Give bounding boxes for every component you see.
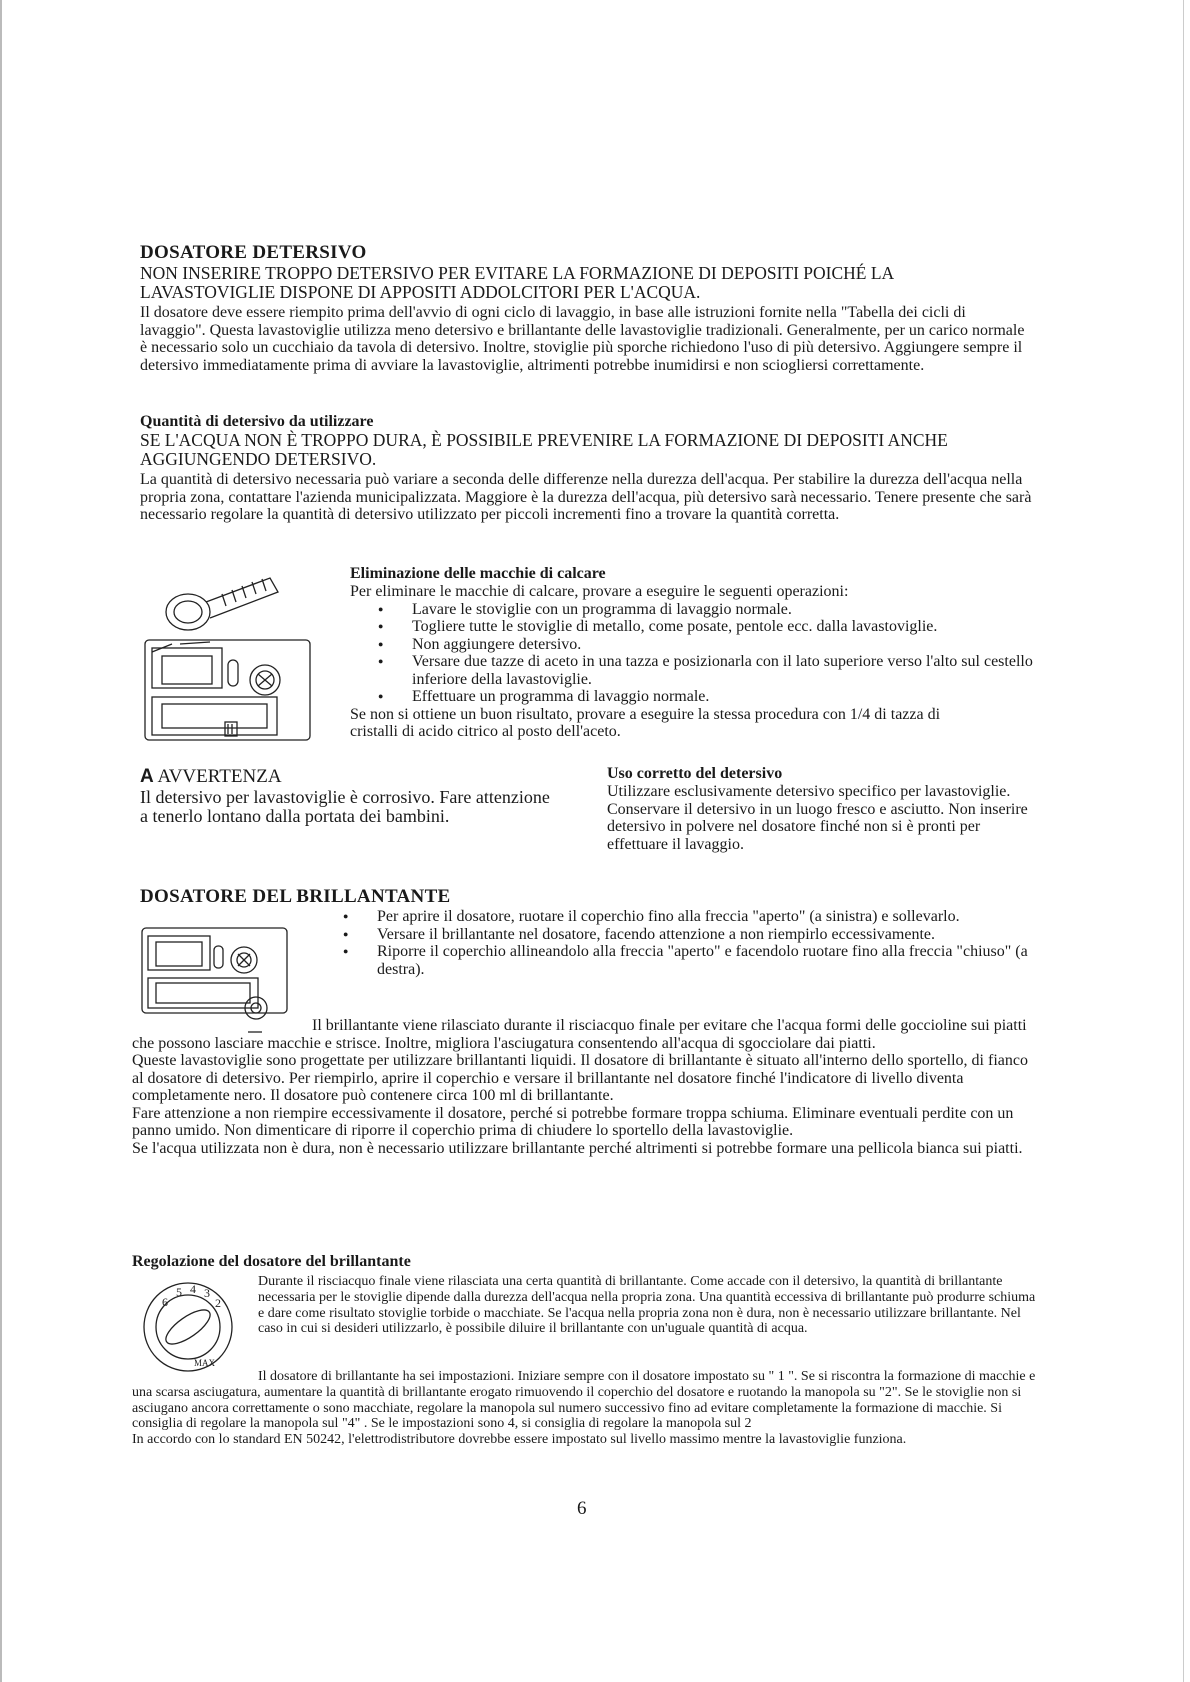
warning-box (140, 766, 560, 826)
paragraph: Il dosatore deve essere riempito prima dell'avvio di ogni ciclo di lavaggio, in base alle istruzioni fornite nella "Tabella dei cicli di lavaggio". Questa lavastoviglie utilizza meno detersivo e brillantante delle lavastoviglie tradizionali. Generalmente, per un carico normale è necessario solo un cucchiaio da tavola di detersivo. Inoltre, stoviglie più sporche richiedono l'uso di più detersivo. Aggiungere sempre il detersivo immediatamente prima di avviare la lavastoviglie, altrimenti potrebbe inumidirsi e non sciogliersi correttamente. (140, 304, 1025, 374)
section-title: DOSATORE DETERSIVO (140, 242, 367, 263)
caps-warning: NON INSERIRE TROPPO DETERSIVO PER EVITARE LA FORMAZIONE DI DEPOSITI POICHÉ LA LAVASTOVIGLIE DISPONE DI APPOSITI ADDOLCITORI PER L'ACQUA. (140, 263, 894, 302)
list-item: ● Riporre il coperchio allineandolo alla freccia "aperto" e facendolo ruotare fino alla freccia "chiuso" (a destra). (377, 943, 1050, 978)
dial-number: 5 (176, 1285, 182, 1299)
page-number: 6 (577, 1498, 587, 1519)
paragraph: Utilizzare esclusivamente detersivo specifico per lavastoviglie. Conservare il detersivo in un luogo fresco e asciutto. Non inserire detersivo in polvere nel dosatore finché non si è pronti per effettuare il lavaggio. (607, 783, 1028, 853)
rinse-list (345, 908, 1050, 978)
dial-illustration (138, 1276, 238, 1378)
subsection-title: Eliminazione delle macchie di calcare (350, 565, 606, 582)
caps-warning: SE L'ACQUA NON È TROPPO DURA, È POSSIBILE PREVENIRE LA FORMAZIONE DI DEPOSITI ANCHE AGGIUNGENDO DETERSIVO. (140, 430, 948, 469)
paragraph: In accordo con lo standard EN 50242, l'elettrodistributore dovrebbe essere impostato sul livello massimo mentre la lavastoviglie funziona. (132, 1432, 907, 1448)
regulation-settings (132, 1369, 1038, 1448)
dial-number: MAX (194, 1358, 216, 1368)
paragraph: Se non si ottiene un buon risultato, provare a eseguire la stessa procedura con 1/4 di tazza di cristalli di acido citrico al posto dell'aceto. (350, 705, 941, 740)
regulation-title (132, 1252, 832, 1271)
detergent-section (140, 242, 1035, 374)
correct-use-section (607, 764, 1037, 853)
paragraph: Queste lavastoviglie sono progettate per utilizzare brillantanti liquidi. Il dosatore di brillantante è situato all'interno dello sportello, di fianco al dosatore di detersivo. Per riempirlo, aprire il coperchio e versare il brillantante nel dosatore finché l'indicatore di livello diventa completamente nero. Il dosatore può contenere circa 100 ml di brillantante. (132, 1052, 1028, 1104)
regulation-body (258, 1274, 1038, 1337)
dial-number: 4 (190, 1282, 196, 1296)
paragraph: Se l'acqua utilizzata non è dura, non è necessario utilizzare brillantante perché altrimenti si potrebbe formare una pellicola bianca sui piatti. (132, 1139, 1023, 1157)
warning-icon: A (140, 766, 154, 787)
list-item: ● Versare il brillantante nel dosatore, facendo attenzione a non riempirlo eccessivamente. (377, 926, 977, 944)
dial-number: 3 (204, 1286, 210, 1300)
scan-edge (0, 0, 2, 1682)
limescale-section (350, 564, 1050, 741)
section-title: DOSATORE DEL BRILLANTANTE (140, 886, 451, 907)
rinse-section-title (140, 886, 740, 908)
list-item: ● Versare due tazze di aceto in una tazza e posizionarla con il lato superiore verso l'alto sul cestello inferiore della lavastoviglie. (412, 653, 1050, 688)
list-item: ● Lavare le stoviglie con un programma di lavaggio normale. (412, 601, 1050, 619)
limescale-list (350, 601, 1050, 706)
list-item: ● Togliere tutte le stoviglie di metallo, come posate, pentole ecc. dalla lavastoviglie. (412, 618, 952, 636)
subsection-title: Quantità di detersivo da utilizzare (140, 413, 374, 430)
dial-number: 6 (162, 1295, 168, 1309)
paragraph: La quantità di detersivo necessaria può variare a seconda delle differenze nella durezza dell'acqua. Per stabilire la durezza dell'acqua nella propria zona, contattare l'azienda municipalizzata. Maggiore è la durezza dell'acqua, più detersivo sarà necessario. Tenere presente che sarà necessario regolare la quantità di detersivo utilizzato per piccoli incrementi fino a trovare la quantità corretta. (140, 471, 1032, 523)
list-item: ● Effettuare un programma di lavaggio normale. (412, 688, 1050, 706)
subsection-title: Regolazione del dosatore del brillantante (132, 1253, 411, 1270)
list-item: ● Non aggiungere detersivo. (412, 636, 1050, 654)
rinse-body (132, 1017, 1037, 1157)
subsection-title: Uso corretto del detersivo (607, 765, 783, 782)
detergent-dispenser-illustration (140, 572, 330, 747)
paragraph: Il brillantante viene rilasciato durante il risciacquo finale per evitare che l'acqua formi delle goccioline sui piatti che possono lasciare macchie e strisce. Inoltre, migliora l'asciugatura consentendo all'acqua di sgocciolare dai piatti. (132, 1017, 1027, 1052)
paragraph: Fare attenzione a non riempire eccessivamente il dosatore, perché si potrebbe formare troppa schiuma. Eliminare eventuali perdite con un panno umido. Non dimenticare di riporre il coperchio prima di chiudere lo sportello della lavastoviglie. (132, 1104, 1014, 1139)
paragraph: Per eliminare le macchie di calcare, provare a eseguire le seguenti operazioni: (350, 583, 849, 600)
rinse-steps (345, 908, 1050, 978)
paragraph: Il dosatore di brillantante ha sei impostazioni. Iniziare sempre con il dosatore impostato su " 1 ". Se si riscontra la formazione di macchie e una scarsa asciugatura, aumentare la quantità di brillantante erogato rimuovendo il coperchio del dosatore e ruotando la manopola su "2". Se le stoviglie non si asciugano ancora correttamente o sono macchiate, regolare la manopola sul numero successivo fino ad evitare completamente la formazione di macchie. Si consiglia di regolare la manopola sul "4" . Se le impostazioni sono 4, si consiglia di regolare la manopola sul 2 (132, 1369, 1036, 1432)
paragraph: Durante il risciacquo finale viene rilasciata una certa quantità di brillantante. Come accade con il detersivo, la quantità di brillantante necessaria per le stoviglie dipende dalla durezza dell'acqua nella propria zona. Una quantità eccessiva di brillantante può produrre schiuma e dare come risultato stoviglie torbide o macchiate. Se l'acqua nella propria zona non è dura, non è necessario utilizzare brillantante. Nel caso in cui si desideri utilizzarlo, è possibile diluire il brillantante con un'uguale quantità di acqua. (258, 1274, 1036, 1337)
scan-edge (1183, 0, 1184, 1682)
list-item: ● Per aprire il dosatore, ruotare il coperchio fino alla freccia "aperto" (a sinistra) e sollevarlo. (377, 908, 1050, 926)
warning-title (140, 766, 560, 788)
quantity-section (140, 412, 1035, 524)
warning-text: Il detersivo per lavastoviglie è corrosivo. Fare attenzione a tenerlo lontano dalla portata dei bambini. (140, 787, 550, 826)
dial-number: 2 (215, 1296, 221, 1310)
warning-label: AVVERTENZA (157, 766, 282, 787)
